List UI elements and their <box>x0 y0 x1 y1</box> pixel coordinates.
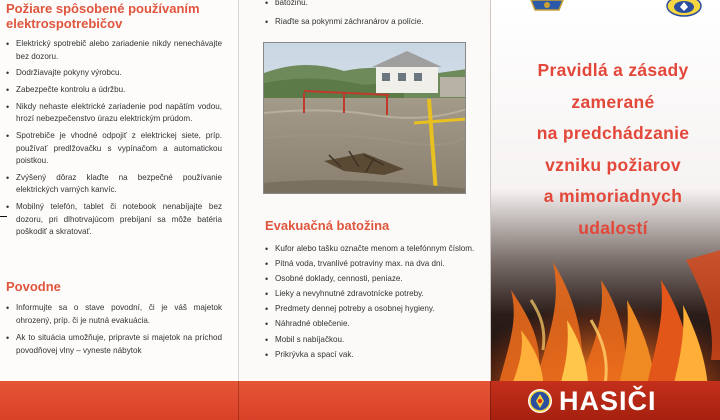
cover-title-line: Pravidlá a zásady <box>537 60 689 80</box>
list-item: • Prikrývka a spací vak. <box>259 349 481 362</box>
list-item: • Osobné doklady, cennosti, peniaze. <box>259 273 481 286</box>
cover-panel <box>490 0 720 420</box>
list-item: • Kufor alebo tašku označte menom a telefónnym číslom. <box>259 243 481 256</box>
firefighter-association-emblem-icon <box>529 0 565 14</box>
list-item: • Riaďte sa pokynmi záchranárov a polície. <box>259 16 479 29</box>
bottom-band <box>0 381 490 420</box>
fire-heading-line2: elektrospotrebičov <box>6 16 123 31</box>
evacuation-bag-heading: Evakuačná batožina <box>265 218 390 233</box>
evacuation-tips-list <box>259 0 479 34</box>
list-item: • Elektrický spotrebič alebo zariadenie nikdy nenechávajte bez dozoru. <box>0 38 222 63</box>
cover-title-line: vzniku požiarov <box>545 154 681 175</box>
cover-title-line: na predchádzanie <box>536 123 690 144</box>
flood-photo <box>263 42 466 194</box>
fire-rules-list <box>0 38 222 243</box>
cover-title <box>501 55 720 245</box>
fire-rescue-emblem-icon <box>527 388 553 414</box>
brand-wordmark: HASIČI <box>559 386 657 416</box>
middle-panel <box>238 0 490 420</box>
fold-line <box>490 381 491 420</box>
list-item: • Predmety dennej potreby a osobnej hygieny. <box>259 303 481 316</box>
fire-heading-line1: Požiare spôsobené používaním <box>6 1 200 16</box>
list-item: • Nikdy nehaste elektrické zariadenie pod napätím vodou, hrozí nebezpečenstvo úrazu elektrickým prúdom. <box>0 101 222 126</box>
list-item: • Náhradné oblečenie. <box>259 318 481 331</box>
left-panel <box>0 0 238 420</box>
list-item: • Spotrebiče je vhodné odpojiť z elektrickej siete, príp. používať predlžovačku s vypínačom a automatickou poistkou. <box>0 130 222 168</box>
flood-heading: Povodne <box>6 279 61 294</box>
flood-rules-list <box>0 302 222 362</box>
cover-title-line: zamerané <box>571 91 655 112</box>
list-item: • Dodržiavajte pokyny výrobcu. <box>0 67 222 80</box>
list-item: • Mobil s nabíjačkou. <box>259 334 481 347</box>
list-item: • Lieky a nevyhnutné zdravotnícke potreby. <box>259 288 481 301</box>
fire-rescue-crest-icon <box>664 0 704 18</box>
list-item: • Pitná voda, trvanlivé potraviny max. na dva dni. <box>259 258 481 271</box>
list-item: • batožinu. <box>259 0 479 10</box>
evacuation-bag-list <box>259 243 481 364</box>
fire-heading <box>6 1 234 31</box>
cover-title-line: udalostí <box>578 217 648 238</box>
list-item: • Zvýšený dôraz klaďte na bezpečné používanie elektrických varných kanvíc. <box>0 172 222 197</box>
list-item: • Zabezpečte kontrolu a údržbu. <box>0 84 222 97</box>
fold-line <box>238 381 239 420</box>
list-item: • Mobilný telefón, tablet či notebook nenabíjajte bez dozoru, pri dlhotrvajúcom prebíjaní sa môže batéria poškodiť a skratovať. <box>0 201 222 239</box>
cover-title-line: a mimoriadnych <box>543 186 683 207</box>
list-item: • Informujte sa o stave povodní, či je váš majetok ohrozený, príp. či je nutná evakuácia. <box>0 302 222 327</box>
brand-logo <box>527 384 657 418</box>
fold-mark <box>0 216 7 217</box>
list-item: • Ak to situácia umožňuje, pripravte si majetok na príchod povodňovej vlny – vyneste nábytok <box>0 332 222 357</box>
